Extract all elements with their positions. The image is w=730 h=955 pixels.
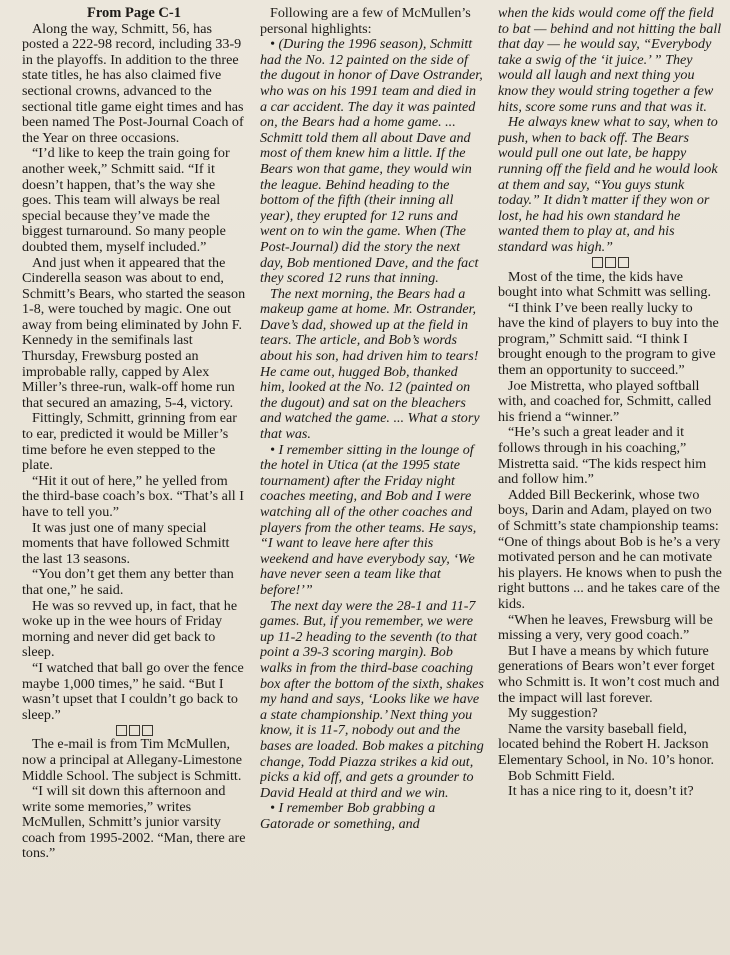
paragraph: Most of the time, the kids have bought into what Schmitt was selling. xyxy=(498,268,711,301)
section-divider xyxy=(22,723,246,737)
highlight-paragraph: • I remember sitting in the lounge of the hotel in Utica (at the 1995 state tournament) after the Friday night coaches meeting, and Bob and I were watching all of the other coaches and players from the other teams. He says, “I want to leave here after this weekend and have everybody say, ‘We have never seen a team like that before!’” xyxy=(260,441,477,598)
paragraph: “When he leaves, Frewsburg will be missing a very, very good coach.” xyxy=(498,611,713,644)
paragraph: But I have a means by which future generations of Bears won’t ever forget who Schmitt is. It won’t cost much and the impact will last forever. xyxy=(498,642,720,706)
highlight-paragraph: The next day were the 28-1 and 11-7 games. But, if you remember, we were up 11-2 heading to the seventh (to that point a 39-3 scoring margin). Bob walks in from the third-base coaching box after the bottom of the sixth, shakes my hand and says, ‘Looks like we have a state championship.’ Next thing you know, it is 11-7, nobody out and the bases are loaded. Bob makes a pitching change, Todd Piazza strikes a kid out, picks a kid off, and gets a grounder to David Heald at third and we win. xyxy=(260,597,484,801)
section-divider xyxy=(498,256,722,270)
paragraph: “Hit it out of here,” he yelled from the third-base coach’s box. “That’s all I have to tell you.” xyxy=(22,472,244,520)
highlight-paragraph: The next morning, the Bears had a makeup game at home. Mr. Ostrander, Dave’s dad, showed up at the field in tears. The article, and Bob’s words about his son, had driven him to tears! He came out, hugged Bob, thanked him, looked at the No. 12 (painted on the dugout) and sat on the bleachers and watched the game. ... What a story that was. xyxy=(260,285,480,443)
paragraph: Following are a few of McMullen’s personal highlights: xyxy=(260,6,471,37)
column-2 xyxy=(260,6,484,955)
highlight-paragraph: • I remember Bob grabbing a Gatorade or something, and xyxy=(260,800,436,832)
paragraph: Joe Mistretta, who played softball with, and coached for, Schmitt, called his friend a “winner.” xyxy=(498,377,712,425)
highlight-paragraph: He always knew what to say, when to push, when to back off. The Bears would pull one out late, be happy running off the field and he would look at them and say, “You guys stunk today.” It didn’t matter if they won or lost, he had his own standard he wanted them to play at, and his standard was high.” xyxy=(498,114,718,255)
paragraph: “I think I’ve been really lucky to have the kind of players to buy into the program,” Schmitt said. “I think I brought enough to the program to give them an opportunity to succeed.” xyxy=(498,299,719,379)
jump-line: From Page C-1 xyxy=(87,6,181,21)
paragraph: Fittingly, Schmitt, grinning from ear to ear, predicted it would be Miller’s time before he even stepped to the plate. xyxy=(22,410,237,474)
paragraph: “I watched that ball go over the fence maybe 1,000 times,” he said. “But I wasn’t upset that I couldn’t go back to sleep.” xyxy=(22,659,244,723)
paragraph: And just when it appeared that the Cinderella season was about to end, Schmitt’s Bears, who started the season 1-8, were touched by magic. One out away from being eliminated by John F. Kennedy in the semifinals last Thursday, Frewsburg posted an improbable rally, capped by Alex Miller’s three-run, walk-off home run that secured an amazing, 5-4, victory. xyxy=(22,254,246,411)
article-columns xyxy=(22,6,722,955)
paragraph: The e-mail is from Tim McMullen, now a principal at Allegany-Limestone Middle School. The subject is Schmitt. xyxy=(22,736,242,784)
paragraph: Bob Schmitt Field. xyxy=(508,767,615,784)
column-1 xyxy=(22,6,246,955)
paragraph: Name the varsity baseball field, located behind the Robert H. Jackson Elementary School, in No. 10’s honor. xyxy=(498,720,715,768)
paragraph: “You don’t get them any better than that one,” he said. xyxy=(22,566,234,598)
paragraph: It has a nice ring to it, doesn’t it? xyxy=(508,783,694,800)
paragraph: It was just one of many special moments that have followed Schmitt the last 13 seasons. xyxy=(22,519,230,567)
paragraph: Added Bill Beckerink, whose two boys, Darin and Adam, played on two of Schmitt’s state championship teams: “One of things about Bob is he’s a very motivated person and he can motivate his players. He knows when to push the right buttons ... and he takes care of the kids. xyxy=(498,486,722,612)
paragraph: “I’d like to keep the train going for another week,” Schmitt said. “If it doesn’t happen, that’s the way she goes. This team will always be real special because they’ve made the biggest turnaround. So many people doubted them, myself included.” xyxy=(22,145,230,255)
paragraph: He was so revved up, in fact, that he woke up in the wee hours of Friday morning and never did get back to sleep. xyxy=(22,597,238,661)
highlight-paragraph: • (During the 1996 season), Schmitt had the No. 12 painted on the side of the dugout in honor of Dave Ostrander, who was on his 1991 team and died in a car accident. The day it was painted on, the Bears had a home game. ... Schmitt told them all about Dave and most of them knew him a little. If the Bears won that game, they would win the league. Behind heading to the bottom of the fifth (their inning all year), they erupted for 12 runs and went on to win the game. When (The Post-Journal) did the story the next day, Bob mentioned Dave, and the fact they scored 12 runs that inning. xyxy=(260,36,483,287)
highlight-paragraph: when the kids would come off the field to bat — behind and not hitting the ball that day — he would say, “Everybody take a swig of the ‘it juice.’ ” They would all laugh and next thing you know they would string together a few hits, score some runs and that was it. xyxy=(498,6,722,115)
paragraph: Along the way, Schmitt, 56, has posted a 222-98 record, including 33-9 in the playoffs. In addition to the three state titles, he has also claimed five sectional crowns, advanced to the sectional title game eight times and has been named The Post-Journal Coach of the Year on three occasions. xyxy=(22,20,244,146)
paragraph: “He’s such a great leader and it follows through in his coaching,” Mistretta said. “The kids respect him and follow him.” xyxy=(498,424,707,488)
paragraph: “I will sit down this afternoon and write some memories,” writes McMullen, Schmitt’s junior varsity coach from 1995-2002. “Man, there are tons.” xyxy=(22,783,246,862)
paragraph: My suggestion? xyxy=(508,705,598,722)
column-3 xyxy=(498,6,722,955)
